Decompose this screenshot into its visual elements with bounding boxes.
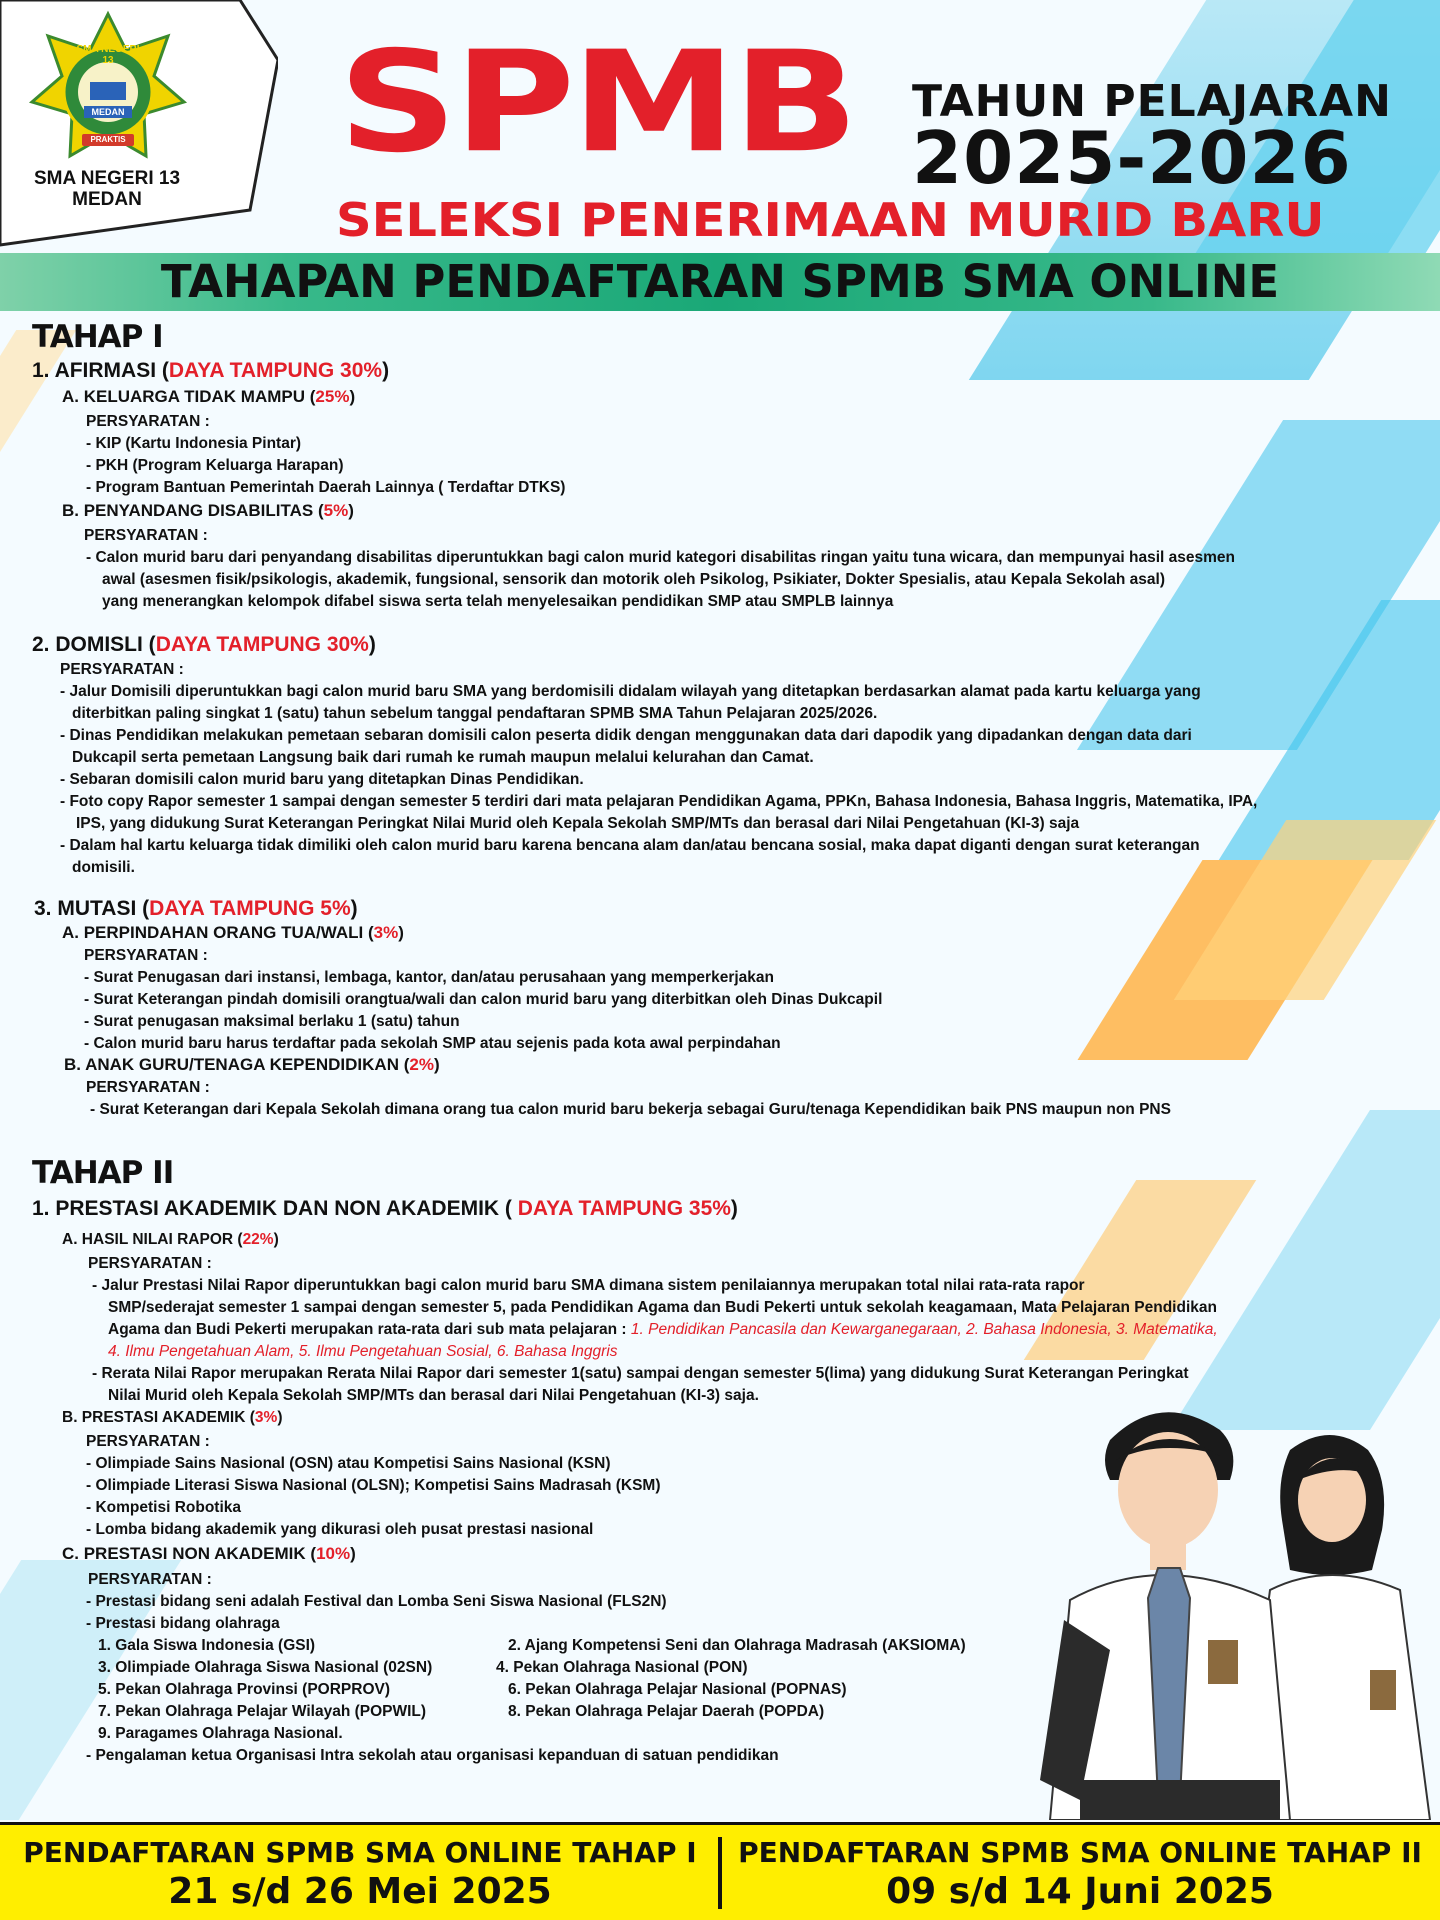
- students-illustration: [1040, 1380, 1440, 1820]
- school-name: [22, 168, 192, 210]
- sport-item: 8. Pekan Olahraga Pelajar Daerah (POPDA): [508, 1703, 825, 1720]
- brand-title: SPMB: [338, 21, 855, 184]
- afirmasi-a-heading: A. KELUARGA TIDAK MAMPU (25%): [62, 387, 356, 406]
- list-item: - Surat penugasan maksimal berlaku 1 (satu) tahun: [84, 1013, 460, 1030]
- list-item: IPS, yang didukung Surat Keterangan Peringkat Nilai Murid oleh Kepala Sekolah SMP/MTs dan berasal dari Nilai Pengetahuan (KI-3) saja: [76, 815, 1080, 832]
- list-item: yang menerangkan kelompok difabel siswa serta telah menyelesaikan pendidikan SMP atau SMPLB lainnya: [102, 593, 894, 610]
- sport-item: 6. Pekan Olahraga Pelajar Nasional (POPNAS): [508, 1681, 847, 1698]
- list-item: - PKH (Program Keluarga Harapan): [86, 457, 344, 474]
- list-item: - KIP (Kartu Indonesia Pintar): [86, 435, 302, 452]
- domisili-heading: 2. DOMISLI (DAYA TAMPUNG 30%): [32, 633, 376, 656]
- list-item: Nilai Murid oleh Kepala Sekolah SMP/MTs dan berasal dari Nilai Pengetahuan (KI-3) saja.: [108, 1387, 759, 1404]
- prestasi-c-heading: C. PRESTASI NON AKADEMIK (10%): [62, 1544, 356, 1563]
- footer-tahap-1: [0, 1825, 720, 1920]
- list-item: - Surat Keterangan pindah domisili orangtua/wali dan calon murid baru yang diterbitkan oleh Dinas Dukcapil: [84, 991, 883, 1008]
- list-item: diterbitkan paling singkat 1 (satu) tahun sebelum tanggal pendaftaran SPMB SMA Tahun Pelajaran 2025/2026.: [72, 705, 878, 722]
- list-item: - Dinas Pendidikan melakukan pemetaan sebaran domisili calon peserta didik dengan menggunakan data dari dapodik yang dipadankan dengan data dari: [60, 727, 1192, 744]
- school-logo-panel: [0, 0, 278, 255]
- req-label: PERSYARATAN :: [84, 527, 208, 544]
- req-label: PERSYARATAN :: [86, 413, 210, 430]
- school-name-line1: SMA NEGERI 13: [33, 168, 181, 189]
- list-item: Agama dan Budi Pekerti merupakan rata-rata dari sub mata pelajaran : 1. Pendidikan Pancasila dan Kewarganegaraan, 2. Bahasa Indonesia, 3. Matematika,: [108, 1321, 1218, 1338]
- req-label: PERSYARATAN :: [86, 1079, 210, 1096]
- sport-item: 4. Pekan Olahraga Nasional (PON): [496, 1659, 748, 1676]
- list-item: - Calon murid baru harus terdaftar pada sekolah SMP atau sejenis pada kota awal perpindahan: [84, 1035, 781, 1052]
- logo-ring-text: SMA NEGERI: [76, 44, 140, 55]
- list-item: - Program Bantuan Pemerintah Daerah Lainnya ( Terdaftar DTKS): [86, 479, 566, 496]
- list-item: - Foto copy Rapor semester 1 sampai dengan semester 5 terdiri dari mata pelajaran Pendidikan Agama, PPKn, Bahasa Indonesia, Bahasa Inggris, Matematika, IPA,: [60, 793, 1258, 810]
- list-item: - Calon murid baru dari penyandang disabilitas diperuntukkan bagi calon murid kategori disabilitas ringan yaitu tuna wicara, dan mempunyai hasil asesmen: [86, 549, 1235, 566]
- tahap-1-title: TAHAP I: [32, 319, 163, 355]
- list-item: - Kompetisi Robotika: [86, 1499, 242, 1516]
- prestasi-heading: 1. PRESTASI AKADEMIK DAN NON AKADEMIK ( DAYA TAMPUNG 35%): [32, 1197, 738, 1220]
- mutasi-b-heading: B. ANAK GURU/TENAGA KEPENDIDIKAN (2%): [64, 1055, 440, 1074]
- mutasi-a-heading: A. PERPINDAHAN ORANG TUA/WALI (3%): [62, 923, 404, 942]
- footer-tahap-2-label: PENDAFTARAN SPMB SMA ONLINE TAHAP II: [738, 1836, 1422, 1869]
- tahun-pelajaran-label: TAHUN PELAJARAN: [912, 76, 1392, 127]
- afirmasi-b-heading: B. PENYANDANG DISABILITAS (5%): [62, 501, 354, 520]
- sport-item: 1. Gala Siswa Indonesia (GSI): [98, 1637, 316, 1654]
- list-item: - Dalam hal kartu keluarga tidak dimiliki oleh calon murid baru karena bencana alam dan/atau bencana sosial, maka dapat diganti dengan surat keterangan: [60, 837, 1200, 854]
- list-item: awal (asesmen fisik/psikologis, akademik, fungsional, sensorik dan motorik oleh Psikolog, Psikiater, Dokter Spesialis, atau Kepala Sekolah asal): [102, 571, 1165, 588]
- list-item: - Surat Penugasan dari instansi, lembaga, kantor, dan/atau perusahaan yang memperkerjakan: [84, 969, 774, 986]
- footer-tahap-1-label: PENDAFTARAN SPMB SMA ONLINE TAHAP I: [23, 1836, 697, 1869]
- subject-list: 4. Ilmu Pengetahuan Alam, 5. Ilmu Pengetahuan Sosial, 6. Bahasa Inggris: [108, 1343, 618, 1360]
- sport-item: 9. Paragames Olahraga Nasional.: [98, 1725, 343, 1742]
- list-item: - Prestasi bidang seni adalah Festival dan Lomba Seni Siswa Nasional (FLS2N): [86, 1593, 667, 1610]
- footer-tahap-1-date: 21 s/d 26 Mei 2025: [168, 1871, 552, 1912]
- prestasi-a-heading: A. HASIL NILAI RAPOR (22%): [62, 1231, 279, 1248]
- list-item: - Pengalaman ketua Organisasi Intra sekolah atau organisasi kepanduan di satuan pendidikan: [86, 1747, 779, 1764]
- list-item: - Jalur Domisili diperuntukkan bagi calon murid baru SMA yang berdomisili didalam wilayah yang ditetapkan berdasarkan alamat pada kartu keluarga yang: [60, 683, 1201, 700]
- list-item: - Rerata Nilai Rapor merupakan Rerata Nilai Rapor dari semester 1(satu) sampai dengan semester 5(lima) yang didukung Surat Keterangan Peringkat: [92, 1365, 1189, 1382]
- list-item: SMP/sederajat semester 1 sampai dengan semester 5, pada Pendidikan Agama dan Budi Pekerti untuk sekolah keagamaan, Mata Pelajaran Pendidikan: [108, 1299, 1217, 1316]
- academic-year: 2025-2026: [912, 116, 1352, 200]
- logo-ribbon-text: PRAKTIS: [90, 135, 126, 144]
- req-label: PERSYARATAN :: [60, 661, 184, 678]
- mutasi-heading: 3. MUTASI (DAYA TAMPUNG 5%): [34, 897, 358, 920]
- list-item: - Prestasi bidang olahraga: [86, 1615, 280, 1632]
- sport-item: 2. Ajang Kompetensi Seni dan Olahraga Madrasah (AKSIOMA): [508, 1637, 966, 1654]
- footer: [0, 1822, 1440, 1920]
- school-name-line2: MEDAN: [72, 189, 142, 210]
- subtitle: SELEKSI PENERIMAAN MURID BARU: [336, 193, 1325, 247]
- list-item: - Surat Keterangan dari Kepala Sekolah dimana orang tua calon murid baru bekerja sebagai Guru/tenaga Kependidikan baik PNS maupun non PNS: [90, 1101, 1171, 1118]
- footer-tahap-2: [720, 1825, 1440, 1920]
- sport-item: 5. Pekan Olahraga Provinsi (PORPROV): [98, 1681, 391, 1698]
- list-item: domisili.: [72, 859, 135, 876]
- logo-banner-text: MEDAN: [91, 107, 125, 117]
- list-item: Dukcapil serta pemetaan Langsung baik dari rumah ke rumah maupun melalui kelurahan dan Camat.: [72, 749, 814, 766]
- req-label: PERSYARATAN :: [86, 1433, 210, 1450]
- footer-tahap-2-date: 09 s/d 14 Juni 2025: [886, 1871, 1274, 1912]
- prestasi-b-heading: B. PRESTASI AKADEMIK (3%): [62, 1409, 283, 1426]
- list-item: - Sebaran domisili calon murid baru yang ditetapkan Dinas Pendidikan.: [60, 771, 584, 788]
- list-item: - Lomba bidang akademik yang dikurasi oleh pusat prestasi nasional: [86, 1521, 594, 1538]
- sport-item: 3. Olimpiade Olahraga Siswa Nasional (02SN): [98, 1659, 433, 1676]
- list-item: - Olimpiade Sains Nasional (OSN) atau Kompetisi Sains Nasional (KSN): [86, 1455, 611, 1472]
- banner-title: TAHAPAN PENDAFTARAN SPMB SMA ONLINE: [160, 255, 1280, 308]
- list-item: - Olimpiade Literasi Siswa Nasional (OLSN); Kompetisi Sains Madrasah (KSM): [86, 1477, 661, 1494]
- section-banner: [0, 253, 1440, 311]
- afirmasi-heading: 1. AFIRMASI (DAYA TAMPUNG 30%): [32, 359, 390, 382]
- subject-list: 1. Pendidikan Pancasila dan Kewarganegaraan, 2. Bahasa Indonesia, 3. Matematika,: [630, 1321, 1218, 1338]
- sport-item: 7. Pekan Olahraga Pelajar Wilayah (POPWIL): [98, 1703, 427, 1720]
- list-item: - Jalur Prestasi Nilai Rapor diperuntukkan bagi calon murid baru SMA dimana sistem penilaiannya merupakan total nilai rata-rata rapor: [92, 1277, 1085, 1294]
- logo-number: 13: [102, 55, 114, 66]
- req-label: PERSYARATAN :: [88, 1255, 212, 1272]
- req-label: PERSYARATAN :: [88, 1571, 212, 1588]
- tahap-2-title: TAHAP II: [32, 1155, 174, 1191]
- req-label: PERSYARATAN :: [84, 947, 208, 964]
